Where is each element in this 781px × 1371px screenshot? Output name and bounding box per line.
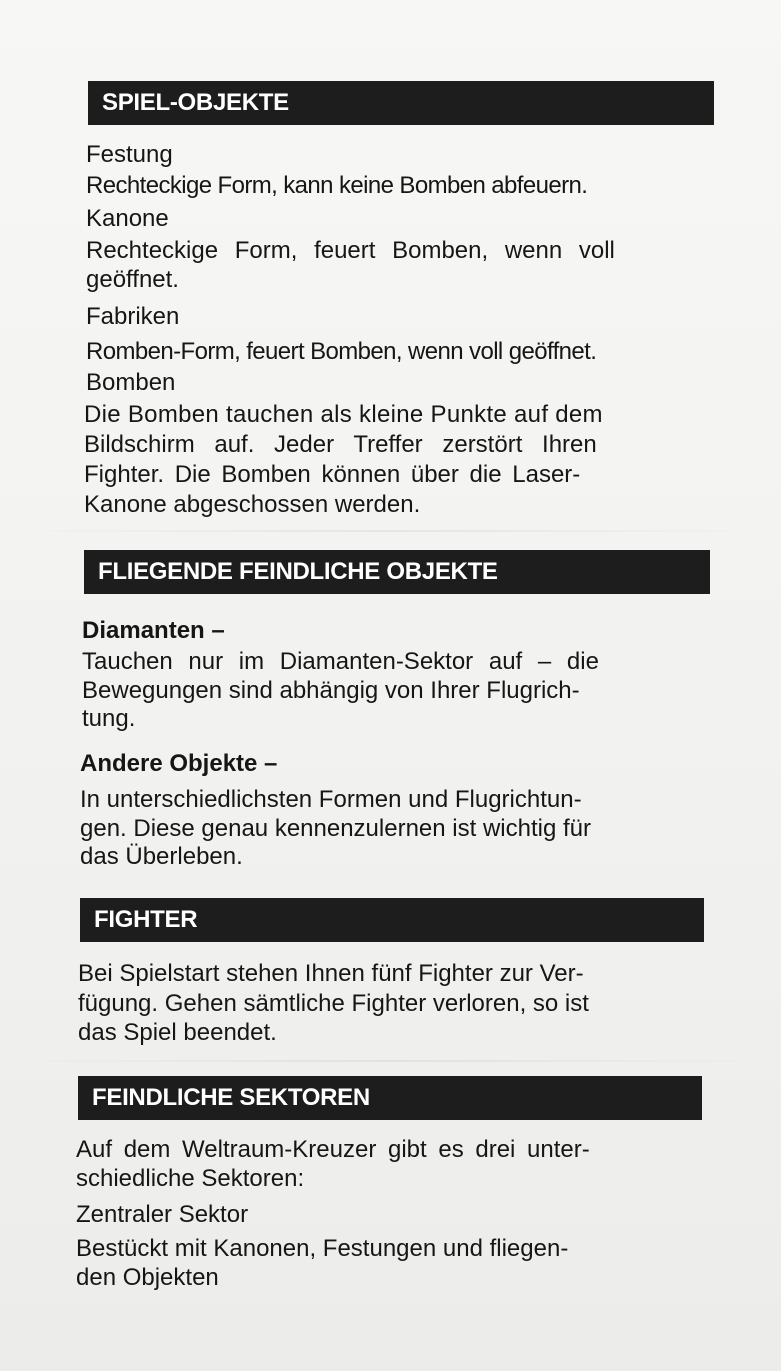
item-text-kanone-1: Rechteckige Form, feuert Bomben, wenn voll (86, 237, 615, 264)
fighter-text-1: Bei Spielstart stehen Ihnen fünf Fighter zur Ver- (78, 960, 584, 987)
fighter-text-3: das Spiel beendet. (78, 1019, 277, 1046)
section-heading-fighter: FIGHTER (80, 898, 704, 942)
section-heading-fliegende-feindliche-objekte: FLIEGENDE FEINDLICHE OBJEKTE (84, 550, 710, 594)
item-title-kanone: Kanone (86, 205, 169, 232)
item-text-andere-2: gen. Diese genau kennenzulernen ist wichtig für (80, 815, 591, 842)
item-title-fabriken: Fabriken (86, 303, 180, 330)
item-title-zentraler-sektor: Zentraler Sektor (76, 1201, 249, 1228)
sektoren-intro-2: schiedliche Sektoren: (76, 1165, 305, 1192)
item-title-andere-objekte: Andere Objekte – (80, 750, 278, 777)
item-text-fabriken: Romben-Form, feuert Bomben, wenn voll geöffnet. (86, 338, 597, 365)
section-heading-feindliche-sektoren: FEINDLICHE SEKTOREN (78, 1076, 702, 1120)
item-text-festung: Rechteckige Form, kann keine Bomben abfeuern. (86, 172, 588, 199)
item-text-bomben-1: Die Bomben tauchen als kleine Punkte auf dem (84, 401, 603, 428)
fighter-text-2: fügung. Gehen sämtliche Fighter verloren, so ist (78, 990, 589, 1017)
item-text-zentraler-2: den Objekten (76, 1264, 219, 1291)
item-text-bomben-2: Bildschirm auf. Jeder Treffer zerstört Ihren (84, 431, 597, 458)
item-text-bomben-3: Fighter. Die Bomben können über die Laser- (84, 461, 581, 488)
item-text-andere-1: In unterschiedlichsten Formen und Flugrichtun- (80, 786, 582, 813)
item-title-diamanten: Diamanten – (82, 617, 225, 644)
paper-crease (0, 1060, 781, 1062)
item-text-kanone-2: geöffnet. (86, 266, 179, 293)
item-text-diamanten-2: Bewegungen sind abhängig von Ihrer Flugrich- (82, 677, 580, 704)
item-title-bomben: Bomben (86, 369, 176, 396)
item-title-festung: Festung (86, 141, 173, 168)
item-text-zentraler-1: Bestückt mit Kanonen, Festungen und fliegen- (76, 1235, 569, 1262)
sektoren-intro-1: Auf dem Weltraum-Kreuzer gibt es drei unter- (76, 1136, 590, 1163)
item-text-diamanten-3: tung. (82, 705, 136, 732)
item-text-andere-3: das Überleben. (80, 843, 243, 870)
item-text-bomben-4: Kanone abgeschossen werden. (84, 491, 421, 518)
section-heading-spiel-objekte: SPIEL-OBJEKTE (88, 81, 714, 125)
paper-crease (0, 530, 781, 532)
item-text-diamanten-1: Tauchen nur im Diamanten-Sektor auf – die (82, 648, 599, 675)
